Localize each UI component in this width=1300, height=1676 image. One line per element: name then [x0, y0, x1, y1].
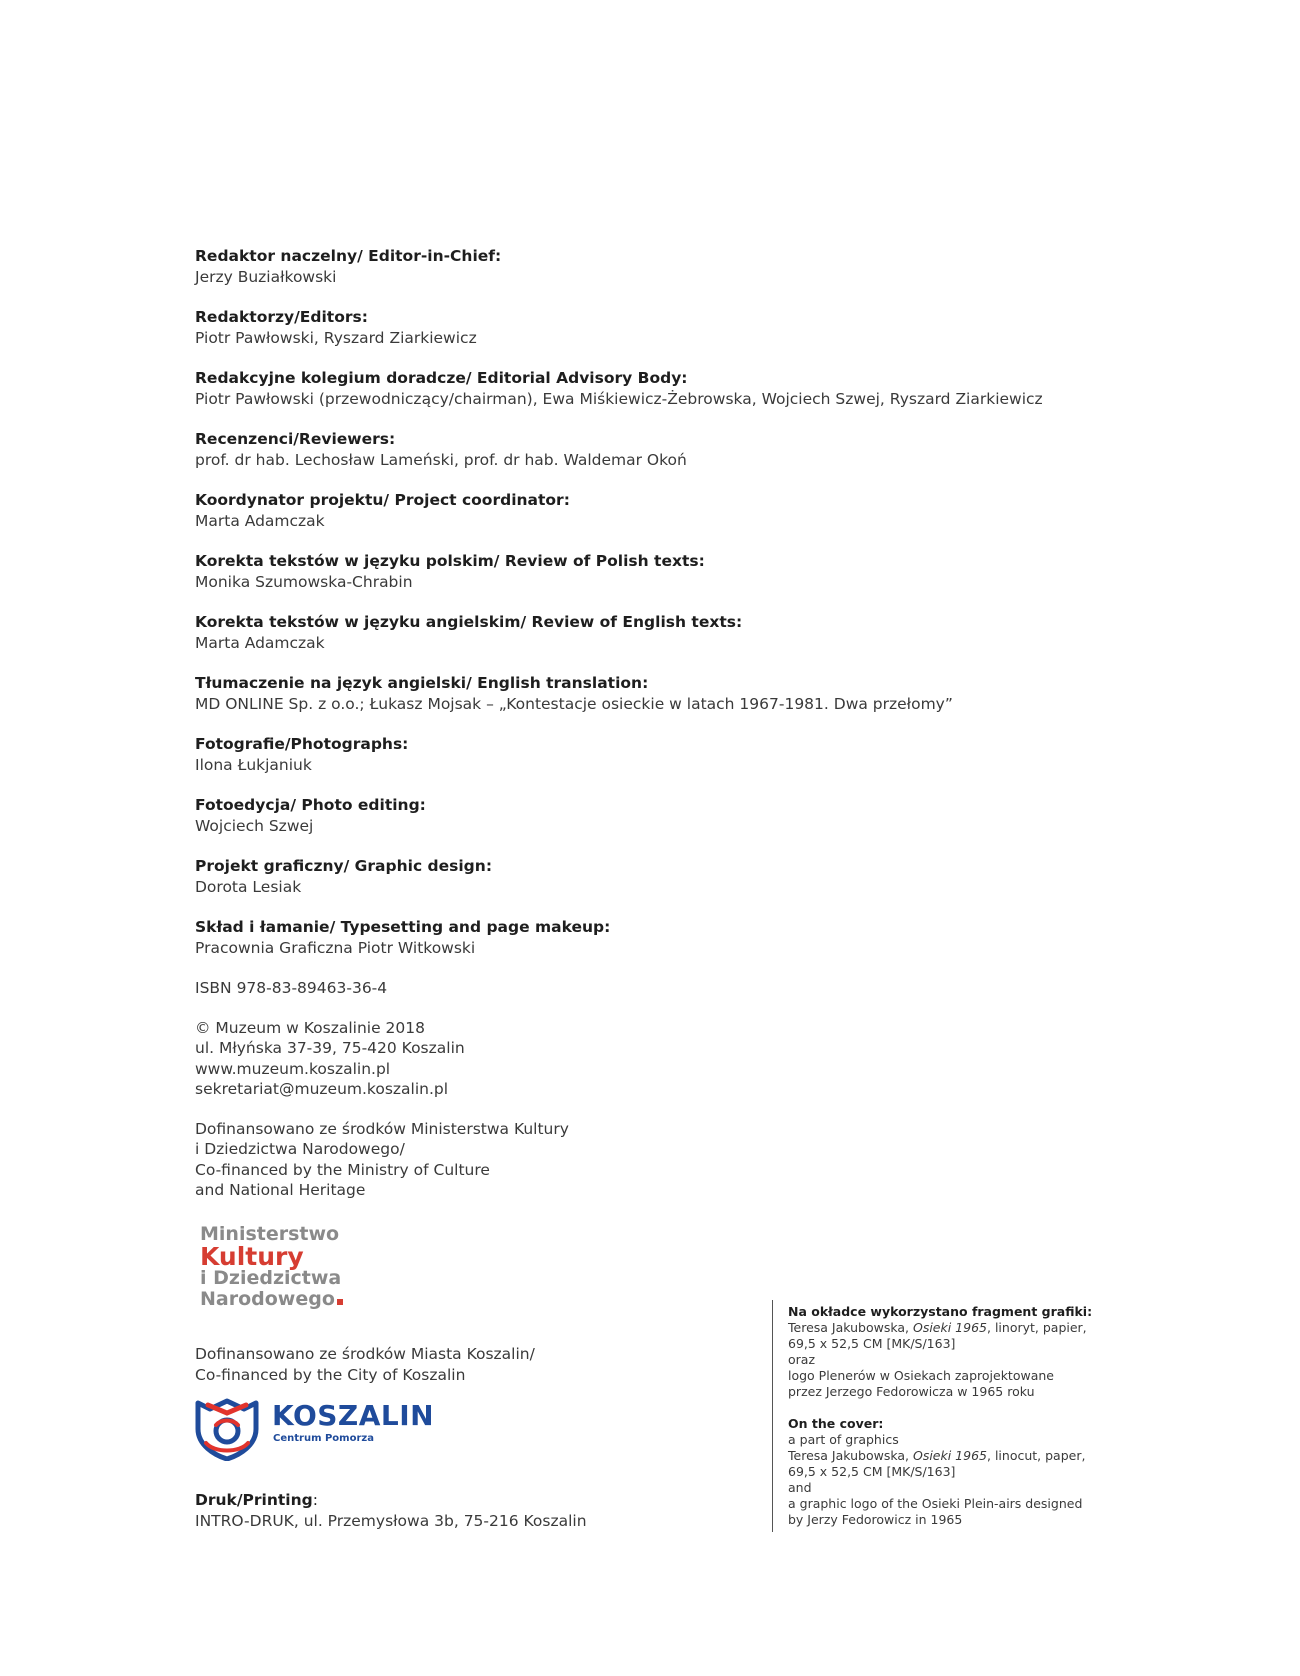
- credit-label: Fotoedycja/ Photo editing:: [195, 796, 426, 814]
- cover-note-en-heading: On the cover:: [788, 1416, 884, 1431]
- credit-label: Fotografie/Photographs:: [195, 735, 409, 753]
- credit-advisory-body: [195, 368, 1115, 410]
- ministry-logo-line: i Dziedzictwa: [200, 1267, 342, 1289]
- isbn-text: ISBN 978-83-89463-36-4: [195, 979, 388, 997]
- credit-english-review: [195, 612, 1115, 654]
- cofinance-line: and National Heritage: [195, 1181, 366, 1199]
- cover-medium: , linocut, paper,: [987, 1448, 1086, 1463]
- cover-note-line: by Jerzy Fedorowicz in 1965: [788, 1512, 963, 1527]
- cofinance-line: Co-financed by the Ministry of Culture: [195, 1160, 490, 1179]
- cover-note-line: a graphic logo of the Osieki Plein-airs designed: [788, 1496, 1083, 1511]
- cofinance-line: Dofinansowano ze środków Miasta Koszalin/: [195, 1345, 535, 1363]
- credit-label: Tłumaczenie na język angielski/ English translation:: [195, 674, 649, 692]
- credit-photographs: [195, 734, 1115, 776]
- credit-label: Redaktor naczelny/ Editor-in-Chief:: [195, 247, 502, 265]
- credit-label: Korekta tekstów w języku polskim/ Review of Polish texts:: [195, 552, 705, 570]
- credit-polish-review: [195, 551, 1115, 593]
- cover-note-line: [788, 1320, 1118, 1336]
- credit-value: Monika Szumowska-Chrabin: [195, 573, 413, 591]
- credit-label: Koordynator projektu/ Project coordinator:: [195, 491, 570, 509]
- credit-value: Pracownia Graficzna Piotr Witkowski: [195, 939, 476, 957]
- cover-note: [788, 1304, 1118, 1528]
- printing-label-colon: :: [312, 1491, 318, 1509]
- isbn: [195, 978, 1115, 999]
- cover-author: Teresa Jakubowska,: [788, 1448, 909, 1463]
- credit-value: MD ONLINE Sp. z o.o.; Łukasz Mojsak – „Kontestacje osieckie w latach 1967-1981. Dwa przełomy”: [195, 695, 953, 713]
- credit-value: Wojciech Szwej: [195, 817, 314, 835]
- cover-medium: , linoryt, papier,: [987, 1320, 1087, 1335]
- ministry-logo-line: Ministerstwo: [200, 1223, 340, 1245]
- city-cofinance: [195, 1344, 535, 1385]
- credit-reviewers: [195, 429, 1115, 471]
- credit-graphic-design: [195, 856, 1115, 898]
- credit-value: Marta Adamczak: [195, 634, 325, 652]
- credit-value: Jerzy Buziałkowski: [195, 268, 337, 286]
- divider: [772, 1300, 773, 1532]
- credit-editor-in-chief: [195, 246, 1115, 288]
- cover-note-line: [788, 1448, 1118, 1464]
- printing-info: [195, 1490, 587, 1532]
- cover-note-pl-heading: Na okładce wykorzystano fragment grafiki:: [788, 1304, 1093, 1319]
- credit-typesetting: [195, 917, 1115, 959]
- cover-note-line: and: [788, 1480, 812, 1495]
- ministry-culture-logo: [200, 1224, 360, 1310]
- credit-label: Redakcyjne kolegium doradcze/ Editorial Advisory Body:: [195, 369, 688, 387]
- credits-list: [195, 246, 1115, 1220]
- printing-value: INTRO-DRUK, ul. Przemysłowa 3b, 75-216 Koszalin: [195, 1512, 587, 1530]
- credit-value: prof. dr hab. Lechosław Lameński, prof. dr hab. Waldemar Okoń: [195, 451, 687, 469]
- credit-label: Korekta tekstów w języku angielskim/ Review of English texts:: [195, 613, 743, 631]
- cover-note-line: logo Plenerów w Osiekach zaprojektowane: [788, 1368, 1054, 1383]
- cover-title: Osieki 1965: [912, 1320, 987, 1335]
- ministry-cofinance: [195, 1119, 1115, 1201]
- credit-label: Skład i łamanie/ Typesetting and page makeup:: [195, 918, 611, 936]
- credit-translation: [195, 673, 1115, 715]
- ministry-logo-dot: [337, 1299, 343, 1305]
- cover-title: Osieki 1965: [912, 1448, 987, 1463]
- credit-editors: [195, 307, 1115, 349]
- koszalin-crest-icon: [194, 1395, 260, 1461]
- publisher-email[interactable]: sekretariat@muzeum.koszalin.pl: [195, 1080, 449, 1098]
- credit-label: Projekt graficzny/ Graphic design:: [195, 857, 493, 875]
- copyright: © Muzeum w Koszalinie 2018: [195, 1018, 425, 1037]
- cover-note-line: 69,5 x 52,5 CM [MK/S/163]: [788, 1464, 956, 1479]
- cover-note-line: oraz: [788, 1352, 816, 1367]
- printing-label-text: Druk/Printing: [195, 1491, 313, 1509]
- cover-author: Teresa Jakubowska,: [788, 1320, 909, 1335]
- credit-label: Redaktorzy/Editors:: [195, 308, 368, 326]
- city-name: KOSZALIN: [272, 1399, 435, 1432]
- credit-value: Ilona Łukjaniuk: [195, 756, 312, 774]
- cover-note-line: a part of graphics: [788, 1432, 899, 1447]
- cofinance-line: Dofinansowano ze środków Ministerstwa Kultury: [195, 1119, 569, 1138]
- printing-label: [195, 1490, 587, 1511]
- city-tagline: Centrum Pomorza: [273, 1433, 374, 1444]
- credit-project-coordinator: [195, 490, 1115, 532]
- cover-note-line: 69,5 x 52,5 CM [MK/S/163]: [788, 1336, 956, 1351]
- ministry-logo-accent-line: Kultury: [200, 1242, 304, 1271]
- credit-value: Dorota Lesiak: [195, 878, 302, 896]
- publisher-info: [195, 1018, 1115, 1100]
- cofinance-line: i Dziedzictwa Narodowego/: [195, 1140, 405, 1158]
- publisher-website[interactable]: www.muzeum.koszalin.pl: [195, 1059, 391, 1078]
- credit-value: Piotr Pawłowski (przewodniczący/chairman), Ewa Miśkiewicz-Żebrowska, Wojciech Szwej, Ryszard Ziarkiewicz: [195, 390, 1043, 408]
- credit-label: Recenzenci/Reviewers:: [195, 430, 396, 448]
- credit-value: Piotr Pawłowski, Ryszard Ziarkiewicz: [195, 329, 477, 347]
- cofinance-line: Co-financed by the City of Koszalin: [195, 1365, 466, 1384]
- koszalin-logo: [194, 1395, 454, 1461]
- publisher-address: ul. Młyńska 37-39, 75-420 Koszalin: [195, 1039, 465, 1057]
- ministry-logo-line: [200, 1289, 360, 1310]
- credit-value: Marta Adamczak: [195, 512, 325, 530]
- ministry-logo-text: Narodowego: [200, 1288, 335, 1310]
- cover-note-line: przez Jerzego Fedorowicza w 1965 roku: [788, 1384, 1035, 1399]
- credit-photo-editing: [195, 795, 1115, 837]
